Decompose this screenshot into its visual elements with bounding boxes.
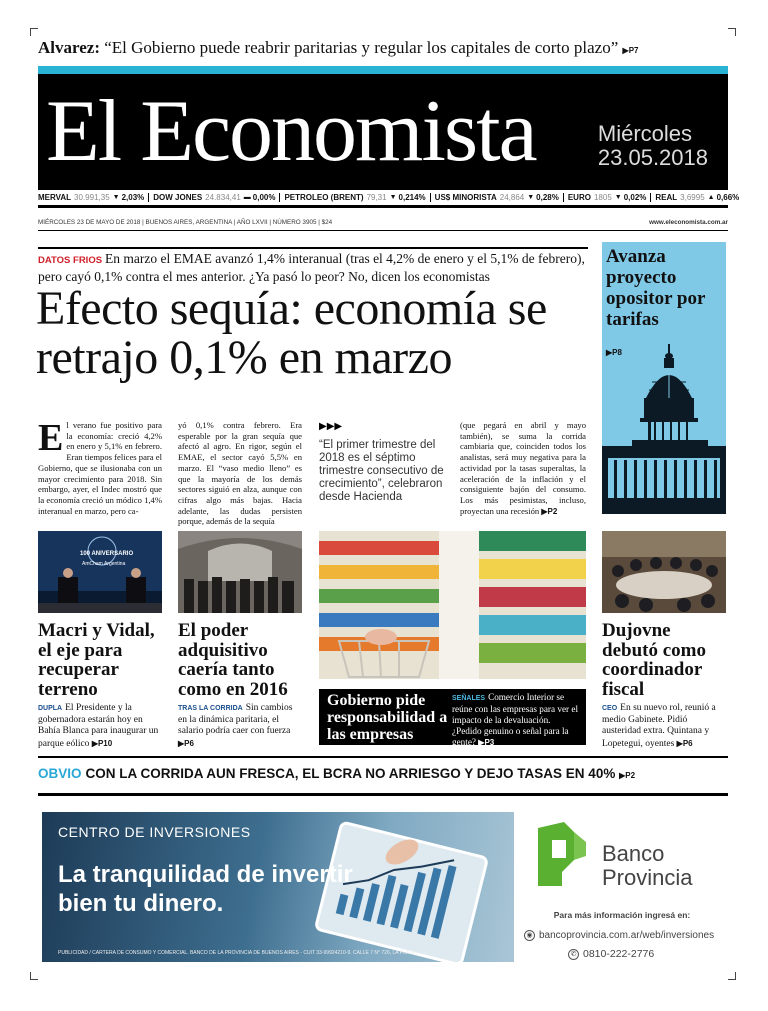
supermarket-shelves-illustration bbox=[319, 531, 586, 679]
ticker-name: REAL bbox=[655, 193, 678, 202]
phone-icon: ✆ bbox=[568, 949, 579, 960]
crop-mark-bottom-right bbox=[728, 972, 736, 980]
banco-provincia-logo-icon bbox=[534, 820, 590, 890]
story-ref: P6 bbox=[184, 738, 194, 748]
ticker-value: 30.991,35 bbox=[74, 193, 110, 202]
story-summary-macri bbox=[38, 703, 162, 750]
ticker-name: MERVAL bbox=[38, 193, 72, 202]
issue-date bbox=[598, 122, 708, 170]
story-ref: P10 bbox=[97, 738, 113, 748]
story-headline-dujovne[interactable]: Dujovne debutó como coordinador fiscal bbox=[602, 620, 706, 700]
story-label: SEÑALES bbox=[452, 695, 486, 702]
issue-date-value: 23.05.2018 bbox=[597, 145, 708, 170]
website-link[interactable]: www.eleconomista.com.ar bbox=[649, 219, 728, 226]
page-ref-arrow-icon: ▶ bbox=[541, 506, 548, 516]
down-arrow-icon: ▼ bbox=[614, 194, 622, 201]
market-ticker bbox=[38, 192, 740, 208]
ticker-pct: 0,214% bbox=[398, 193, 426, 202]
story-label: DUPLA bbox=[38, 705, 63, 712]
ticker-value: 24.834,41 bbox=[205, 193, 241, 202]
photo-supermercado bbox=[319, 531, 586, 679]
story-summary-poder bbox=[178, 703, 302, 750]
column-text: l verano fue positivo para la economía: creció 4,2% en enero y 5,1% en febrero. Eran tiempos felices para el Gobierno, que se ilusionaba con un mayor crecimiento para 2018. Sin embargo, ayer, el Indec mostró que la economía creció un módico 1,4% interanual en marzo, pero ca- bbox=[38, 420, 162, 516]
story-ref: P6 bbox=[682, 738, 693, 748]
lead-column-1 bbox=[38, 417, 162, 516]
ticker-name: PETROLEO (BRENT) bbox=[284, 193, 364, 202]
column-text: (que pegará en abril y mayo también), se suma la corrida cambiaria que, coinciden todos los analistas, será muy negativa para la actividad por la tasas superaltas, la aceleración de la inflación y el consiguiente bajón del consumo. Los más pesimistas, incluso, proyectan una recesión bbox=[460, 420, 586, 516]
ticker-name: US$ MINORISTA bbox=[434, 193, 497, 202]
story-headline-poder[interactable]: El poder adquisitivo caería tanto como en 2016 bbox=[178, 620, 288, 700]
lead-deck bbox=[38, 247, 588, 285]
crop-mark-top-right bbox=[728, 28, 736, 36]
ticker-pct: 0,28% bbox=[536, 193, 559, 202]
lead-column-2: yó 0,1% contra febrero. Era esperable por la gran sequía que afectó al agro. En rigor, según el EMAE, el sector cayó 5,5% en marzo. El “vaso medio lleno” es que la mayoría de los demás sectores siguió en alza, aunque con cifras algo más bajas. Hacia adelante, las dudas persisten porque, además de la sequía bbox=[178, 420, 302, 527]
ticker-pct: 2,03% bbox=[121, 193, 145, 202]
page-ref-arrow-icon: ▶ bbox=[676, 738, 683, 748]
obvio-label: OBVIO bbox=[38, 766, 82, 781]
lead-headline[interactable]: Efecto sequía: economía se retrajo 0,1% en marzo bbox=[36, 282, 547, 384]
ticker-name: EURO bbox=[567, 193, 591, 202]
deck-label: DATOS FRIOS bbox=[38, 255, 103, 266]
page-ref-arrow-icon: ▶ bbox=[91, 738, 98, 748]
ticker-pct: 0,66% bbox=[716, 193, 740, 202]
masthead[interactable] bbox=[38, 74, 728, 190]
photo-salario bbox=[178, 531, 302, 613]
issue-day: Miércoles bbox=[597, 121, 693, 146]
obvio-strip[interactable] bbox=[38, 756, 728, 796]
ticker-item-petroleo bbox=[280, 193, 430, 202]
kicker-quote: “El Gobierno puede reabrir paritarias y regular los capitales de corto plazo” bbox=[104, 38, 619, 57]
story-headline-macri[interactable]: Macri y Vidal, el eje para recuperar terreno bbox=[38, 620, 155, 700]
ad-phone-text: 0810-222-2776 bbox=[583, 948, 655, 960]
photo-banner-brand: AmCham Argentina bbox=[82, 561, 126, 567]
ticker-name: DOW JONES bbox=[153, 193, 203, 202]
photo-banner-text: 100 ANIVERSARIO bbox=[80, 551, 134, 557]
story-text: Sin cambios en la dinámica paritaria, el salario podría caer con fuerza bbox=[178, 703, 293, 736]
bank-name-line2: Provincia bbox=[602, 865, 693, 890]
ad-kicker: CENTRO DE INVERSIONES bbox=[58, 824, 251, 840]
ticker-value: 79,31 bbox=[366, 193, 387, 202]
flat-icon: ▬ bbox=[243, 194, 251, 201]
ticker-pct: 0,00% bbox=[252, 193, 276, 202]
down-arrow-icon: ▼ bbox=[527, 194, 535, 201]
story-summary-dujovne bbox=[602, 703, 726, 750]
ticker-item-merval bbox=[38, 193, 149, 202]
story-text: En su nuevo rol, reunió a medio Gabinete. Pidió austeridad extra. Quintana y Lopetegui, oyentes bbox=[602, 703, 716, 749]
ticker-value: 1805 bbox=[593, 193, 612, 202]
ad-visual bbox=[42, 812, 514, 962]
up-arrow-icon: ▲ bbox=[707, 194, 715, 201]
pull-quote-text: “El primer trimestre del 2018 es el séptimo trimestre consecutivo de crecimiento”, celebraron desde Hacienda bbox=[319, 439, 444, 503]
story-text: El Presidente y la gobernadora estarán hoy en Bahía Blanca para inaugurar un parque eólico bbox=[38, 703, 159, 749]
ad-url-text: bancoprovincia.com.ar/web/inversiones bbox=[539, 930, 715, 941]
ad-bank-panel bbox=[516, 812, 728, 962]
kicker-name: Alvarez: bbox=[38, 38, 100, 57]
crop-mark-bottom-left bbox=[30, 972, 38, 980]
ticker-value: 24,864 bbox=[499, 193, 525, 202]
bank-name-line1: Banco bbox=[602, 841, 665, 866]
advertisement-banco-provincia[interactable] bbox=[38, 808, 728, 968]
drop-cap: E bbox=[38, 417, 64, 459]
story-box-gobierno[interactable] bbox=[319, 689, 586, 745]
column-ref: P2 bbox=[547, 506, 558, 516]
crowd-tunnel-illustration bbox=[178, 531, 302, 613]
sidebar-headline: Avanza proyecto opositor por tarifas bbox=[606, 246, 706, 330]
page-ref-arrow-icon: ▶ bbox=[606, 348, 613, 357]
ad-headline: La tranquilidad de invertir bien tu dinero. bbox=[58, 861, 353, 917]
sidebar-ref: ▶P8 bbox=[606, 348, 622, 357]
story-headline-gobierno: Gobierno pide responsabilidad a las empresas bbox=[327, 692, 448, 743]
story-summary-gobierno bbox=[452, 692, 582, 748]
dateline bbox=[38, 219, 728, 231]
ad-fine-print: PUBLICIDAD / CARTERA DE CONSUMO Y COMERCIAL. BANCO DE LA PROVINCIA DE BUENOS AIRES - CUIT 33-99924210-9. CALLE 7 N° 726, LA PLATA. bbox=[58, 950, 417, 956]
obvio-ref: P2 bbox=[625, 771, 636, 780]
kicker-ref: P7 bbox=[628, 46, 639, 55]
sidebar-tarifas[interactable] bbox=[602, 242, 726, 514]
page-ref-arrow-icon: ▶ bbox=[622, 46, 629, 55]
pull-quote bbox=[319, 420, 445, 504]
congress-building-illustration bbox=[602, 242, 726, 514]
story-label: TRAS LA CORRIDA bbox=[178, 705, 243, 712]
event-stage-illustration bbox=[38, 531, 162, 613]
masthead-accent-bar bbox=[38, 66, 728, 74]
ad-info: Para más información ingresá en: bbox=[553, 910, 691, 920]
lead-column-4 bbox=[460, 420, 586, 517]
dateline-info: MIÉRCOLES 23 DE MAYO DE 2018 | BUENOS AIRES, ARGENTINA | AÑO LXVII | NÚMERO 3905 | $24 bbox=[38, 219, 333, 226]
photo-gabinete bbox=[602, 531, 726, 613]
ticker-item-real bbox=[651, 193, 739, 202]
story-text: Comercio Interior se reúne con las empresas para ver el impacto de la devaluación. ¿Pedido genuino o señal para la gente? bbox=[452, 692, 579, 747]
ad-phone[interactable] bbox=[568, 948, 654, 960]
bank-name bbox=[602, 842, 692, 890]
newspaper-title: El Economista bbox=[46, 83, 536, 180]
quote-arrows-icon: ▶▶▶ bbox=[319, 421, 343, 432]
ticker-item-euro bbox=[564, 193, 652, 202]
globe-icon: ◉ bbox=[524, 930, 535, 941]
ticker-value: 3,6995 bbox=[680, 193, 705, 202]
story-ref: P3 bbox=[484, 738, 495, 747]
crop-mark-top-left bbox=[30, 28, 38, 36]
story-label: CEO bbox=[602, 705, 618, 712]
page-ref-arrow-icon: ▶ bbox=[478, 738, 485, 747]
ticker-pct: 0,02% bbox=[623, 193, 647, 202]
down-arrow-icon: ▼ bbox=[389, 194, 397, 201]
ticker-item-usd-minorista bbox=[431, 193, 564, 202]
obvio-text: CON LA CORRIDA AUN FRESCA, EL BCRA NO ARRIESGO Y DEJO TASAS EN 40% bbox=[85, 766, 616, 781]
top-kicker[interactable] bbox=[38, 38, 728, 58]
page-ref-arrow-icon: ▶ bbox=[178, 738, 185, 748]
ticker-item-dow-jones bbox=[149, 193, 280, 202]
photo-macri-vidal bbox=[38, 531, 162, 613]
ad-url[interactable] bbox=[524, 930, 714, 941]
meeting-table-illustration bbox=[602, 531, 726, 613]
page-ref-arrow-icon: ▶ bbox=[619, 771, 626, 780]
down-arrow-icon: ▼ bbox=[112, 194, 120, 201]
deck-text: En marzo el EMAE avanzó 1,4% interanual (tras el 4,2% de enero y el 5,1% de febrero), pero cayó 0,1% contra el mes anterior. ¿Ya pasó lo peor? No, dicen los economistas bbox=[38, 251, 585, 284]
